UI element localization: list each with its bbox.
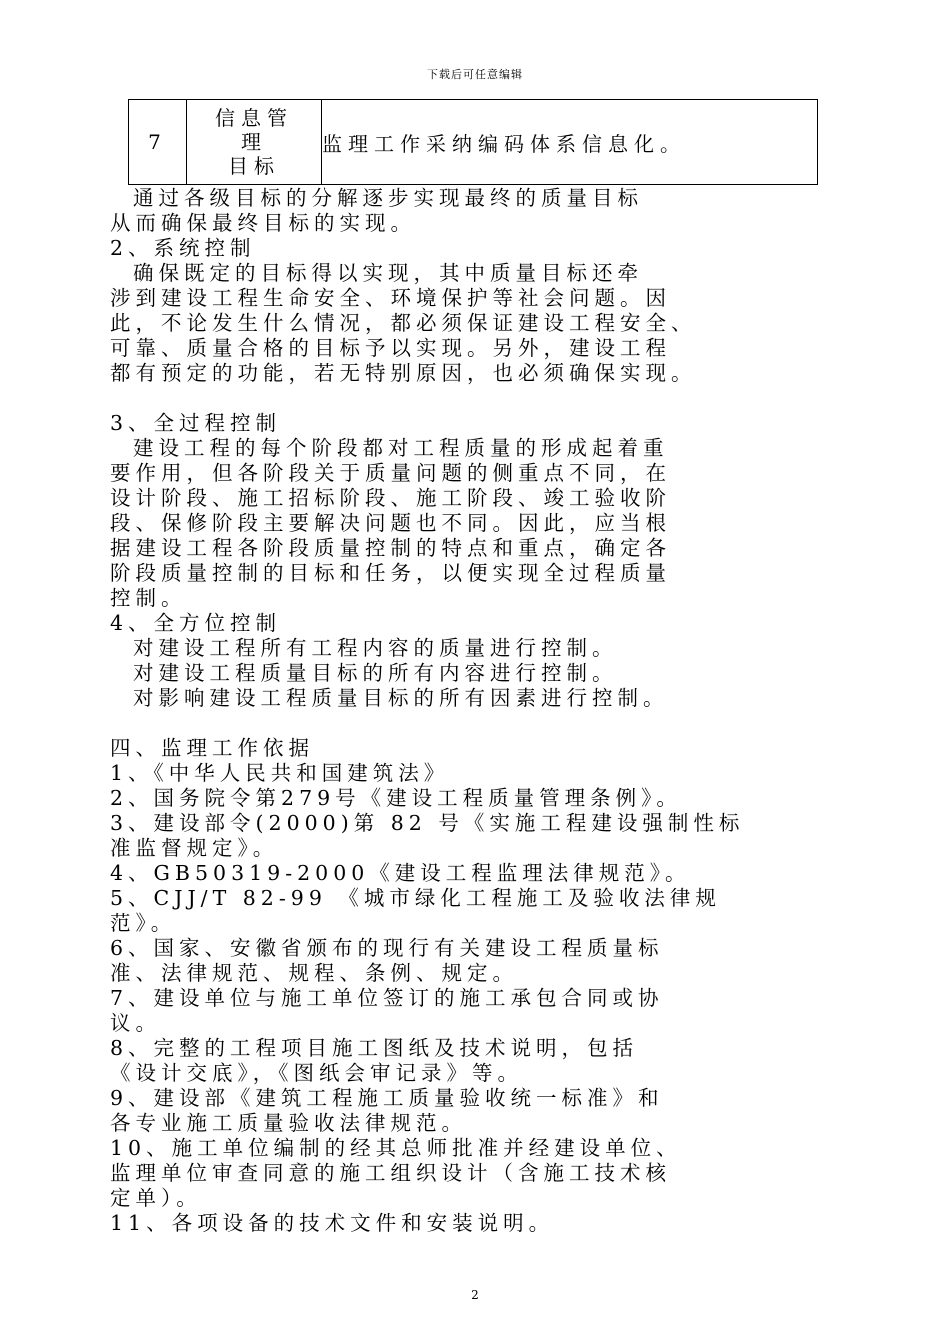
text-line: 8、完整的工程项目施工图纸及技术说明，包括: [110, 1036, 639, 1060]
row-name-line: 信息管: [215, 106, 293, 130]
text-line: 通过各级目标的分解逐步实现最终的质量目标: [110, 186, 644, 210]
text-line: 准、法律规范、规程、条例、规定。: [110, 961, 518, 985]
row-number: 7: [129, 100, 187, 185]
text-line: 准监督规定》。: [110, 836, 279, 860]
text-line: 1、《中华人民共和国建筑法》: [110, 761, 450, 785]
text-line: 从而确保最终目标的实现。: [110, 211, 416, 235]
text-line: 此，不论发生什么情况，都必须保证建设工程安全、: [110, 311, 697, 335]
text-line: 对建设工程质量目标的所有内容进行控制。: [110, 661, 618, 685]
text-line: 阶段质量控制的目标和任务，以便实现全过程质量: [110, 561, 671, 585]
row-description: 监理工作采纳编码体系信息化。: [322, 100, 818, 185]
text-line: 定单）。: [110, 1186, 202, 1210]
text-line: 要作用，但各阶段关于质量问题的侧重点不同，在: [110, 461, 671, 485]
table-row: [129, 100, 818, 185]
text-line: 2、国务院令第279号《建设工程质量管理条例》。: [110, 786, 682, 810]
text-line: 5、CJJ/T 82-99 《城市绿化工程施工及验收法律规: [110, 886, 721, 910]
row-name-line: 目标: [228, 154, 280, 178]
text-line: 议。: [110, 1011, 161, 1035]
text-line: 9、建设部《建筑工程施工质量验收统一标准》和: [110, 1086, 664, 1110]
blank-line: [110, 386, 870, 411]
text-line: 3、全过程控制: [110, 411, 282, 435]
text-line: 段、保修阶段主要解决问题也不同。因此，应当根: [110, 511, 671, 535]
row-name: [187, 100, 322, 185]
text-line: 7、建设单位与施工单位签订的施工承包合同或协: [110, 986, 664, 1010]
text-line: 四、监理工作依据: [110, 736, 314, 760]
text-line: 3、建设部令(2000)第 82 号《实施工程建设强制性标: [110, 811, 745, 835]
text-line: 11、各项设备的技术文件和安装说明。: [110, 1211, 555, 1235]
text-line: 设计阶段、施工招标阶段、施工阶段、竣工验收阶: [110, 486, 671, 510]
text-line: 10、施工单位编制的经其总师批准并经建设单位、: [110, 1136, 682, 1160]
text-line: 4、全方位控制: [110, 611, 282, 635]
row-name-line: 理: [241, 130, 267, 154]
page-number: 2: [471, 1288, 479, 1302]
text-line: 都有预定的功能，若无特别原因，也必须确保实现。: [110, 361, 697, 385]
text-line: 确保既定的目标得以实现，其中质量目标还牵: [110, 261, 644, 285]
document-body: [110, 186, 870, 1236]
text-line: 4、GB50319-2000《建设工程监理法律规范》。: [110, 861, 691, 885]
text-line: 范》。: [110, 911, 177, 935]
text-line: 对建设工程所有工程内容的质量进行控制。: [110, 636, 618, 660]
text-line: 建设工程的每个阶段都对工程质量的形成起着重: [110, 436, 669, 460]
goal-table: [128, 99, 818, 185]
text-line: 6、国家、安徽省颁布的现行有关建设工程质量标: [110, 936, 664, 960]
text-line: 控制。: [110, 586, 187, 610]
text-line: 监理单位审查同意的施工组织设计（含施工技术核: [110, 1161, 671, 1185]
text-line: 各专业施工质量验收法律规范。: [110, 1111, 467, 1135]
text-line: 涉到建设工程生命安全、环境保护等社会问题。因: [110, 286, 671, 310]
page-header: 下载后可任意编辑: [427, 68, 523, 81]
blank-line: [110, 711, 870, 736]
text-line: 可靠、质量合格的目标予以实现。另外，建设工程: [110, 336, 671, 360]
text-line: 2、系统控制: [110, 236, 256, 260]
text-line: 据建设工程各阶段质量控制的特点和重点，确定各: [110, 536, 671, 560]
text-line: 《设计交底》，《图纸会审记录》等。: [110, 1061, 523, 1085]
text-line: 对影响建设工程质量目标的所有因素进行控制。: [110, 686, 669, 710]
